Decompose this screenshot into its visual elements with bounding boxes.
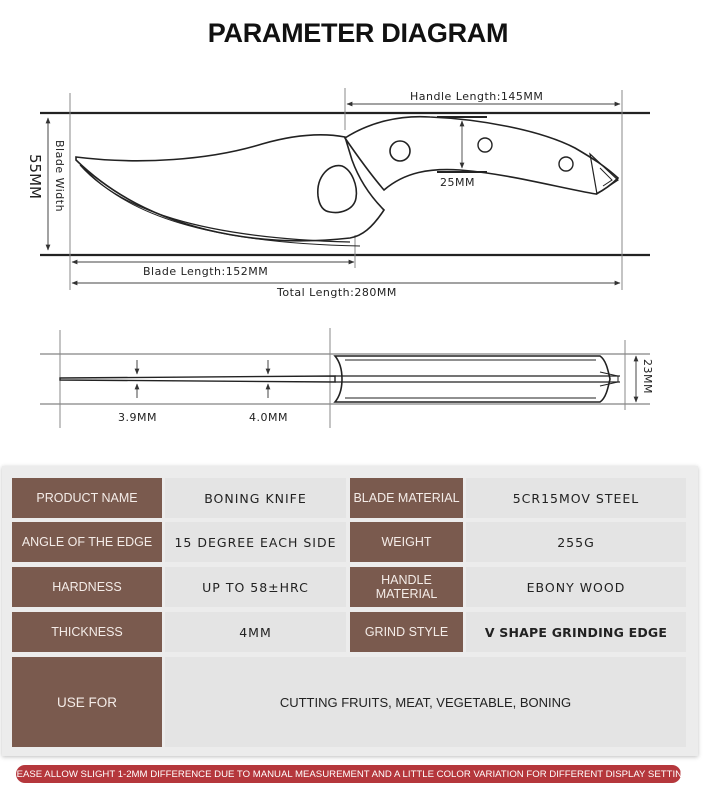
use-for-value: CUTTING FRUITS, MEAT, VEGETABLE, BONING <box>165 657 686 747</box>
blade-length-label: Blade Length:152MM <box>143 265 269 278</box>
handle-material-label: HANDLE MATERIAL <box>350 567 463 607</box>
grind-style-value: V SHAPE GRINDING EDGE <box>466 612 686 652</box>
handle-length-label: Handle Length:145MM <box>410 90 544 103</box>
page-title: PARAMETER DIAGRAM <box>207 18 509 48</box>
side-view <box>40 88 650 290</box>
thickness-label: THICKNESS <box>12 612 162 652</box>
handle-thickness-label: 23MM <box>641 359 654 394</box>
spine-thickness-2-label: 4.0MM <box>249 411 288 424</box>
blade-width-value: 55MM <box>26 154 44 199</box>
weight-value: 255G <box>466 522 686 562</box>
total-length-label: Total Length:280MM <box>277 286 397 299</box>
handle-width-label: 25MM <box>440 176 475 189</box>
grind-style-label: GRIND STYLE <box>350 612 463 652</box>
blade-material-value: 5CR15MOV STEEL <box>466 478 686 518</box>
spine-thickness-1-label: 3.9MM <box>118 411 157 424</box>
product-name-label: PRODUCT NAME <box>12 478 162 518</box>
spec-table <box>2 466 698 756</box>
hardness-value: UP TO 58±HRC <box>165 567 346 607</box>
weight-label: WEIGHT <box>350 522 463 562</box>
edge-angle-value: 15 DEGREE EACH SIDE <box>165 522 346 562</box>
handle-material-value: EBONY WOOD <box>466 567 686 607</box>
use-for-label: USE FOR <box>12 657 162 747</box>
blade-width-label: Blade Width <box>53 140 66 213</box>
thickness-value: 4MM <box>165 612 346 652</box>
product-name-value: BONING KNIFE <box>165 478 346 518</box>
blade-material-label: BLADE MATERIAL <box>350 478 463 518</box>
edge-angle-label: ANGLE OF THE EDGE <box>12 522 162 562</box>
disclaimer-banner: PLEASE ALLOW SLIGHT 1-2MM DIFFERENCE DUE TO MANUAL MEASUREMENT AND A LITTLE COLOR VARIATION FOR DIFFERENT DISPLAY SETTING. <box>16 765 681 783</box>
hardness-label: HARDNESS <box>12 567 162 607</box>
